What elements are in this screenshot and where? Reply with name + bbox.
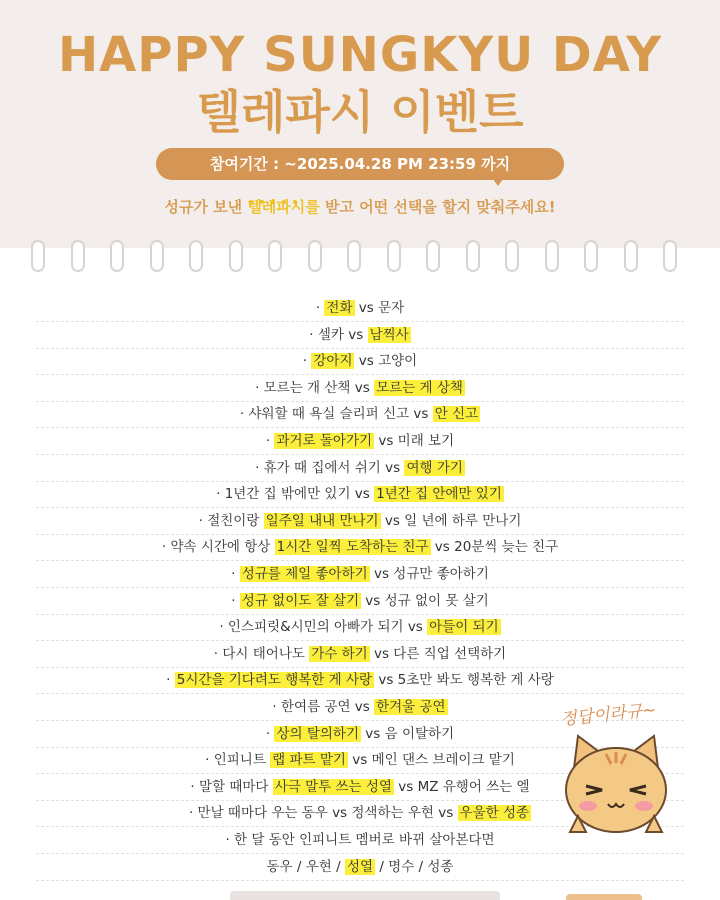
answer-highlight: 남찍사 bbox=[369, 326, 409, 343]
answer-highlight: 5시간을 기다려도 행복한 게 사랑 bbox=[176, 672, 373, 689]
question-text: · 다시 태어나도 bbox=[213, 645, 310, 662]
answer-highlight: 안 신고 bbox=[434, 406, 479, 423]
question-row bbox=[36, 429, 684, 455]
answer-highlight: 일주일 내내 만나기 bbox=[265, 512, 379, 529]
answer-highlight: 강아지 bbox=[313, 353, 353, 370]
question-text: / 명수 / 성종 bbox=[375, 858, 454, 875]
binder-ring bbox=[624, 240, 638, 272]
binder-ring bbox=[505, 240, 519, 272]
question-text: vs 일 년에 하루 만나기 bbox=[380, 512, 522, 529]
answer-highlight: 전화 bbox=[326, 300, 353, 316]
question-text: · 셀카 vs bbox=[309, 326, 368, 343]
question-text: vs 고양이 bbox=[354, 353, 418, 370]
question-row bbox=[36, 323, 684, 349]
question-text: vs 문자 bbox=[354, 300, 405, 316]
question-text: · 인스피릿&시민의 아빠가 되기 vs bbox=[219, 619, 428, 636]
question-text: 동우 / 우현 / bbox=[266, 858, 345, 875]
question-row bbox=[36, 509, 684, 535]
answer-highlight: 1년간 집 안에만 있기 bbox=[376, 486, 502, 503]
question-text: · 한여름 공연 vs bbox=[272, 699, 375, 715]
question-row bbox=[36, 349, 684, 375]
period-badge: 참여기간 : ~2025.04.28 PM 23:59 까지 bbox=[156, 148, 564, 180]
answer-highlight: 한겨울 공연 bbox=[376, 699, 446, 715]
binder-ring bbox=[387, 240, 401, 272]
question-text: · 만날 때마다 우는 동우 vs 정색하는 우현 vs bbox=[188, 805, 458, 822]
question-row bbox=[36, 855, 684, 881]
question-text: vs 20분씩 늦는 친구 bbox=[430, 539, 559, 556]
question-row bbox=[36, 376, 684, 402]
answer-highlight: 성규를 제일 좋아하기 bbox=[241, 566, 368, 582]
question-text: · bbox=[231, 566, 240, 582]
binder-ring bbox=[663, 240, 677, 272]
question-row bbox=[36, 615, 684, 641]
cat-mascot-icon bbox=[556, 728, 676, 848]
question-text: vs 메인 댄스 브레이크 맡기 bbox=[347, 752, 515, 769]
binder-ring bbox=[584, 240, 598, 272]
instruction-highlight: 텔레파시를 bbox=[247, 198, 320, 216]
question-text: · bbox=[315, 300, 325, 316]
answer-highlight: 여행 가기 bbox=[406, 459, 463, 476]
answer-highlight: 우울한 성종 bbox=[459, 805, 530, 822]
speech-bubble-tail bbox=[488, 172, 508, 186]
question-text: vs 5초만 봐도 행복한 게 사랑 bbox=[374, 672, 554, 689]
question-row bbox=[36, 296, 684, 322]
binder-ring bbox=[426, 240, 440, 272]
answer-highlight: 1시간 일찍 도착하는 친구 bbox=[276, 539, 429, 556]
binder-ring bbox=[308, 240, 322, 272]
header bbox=[0, 0, 720, 248]
question-text: · 인피니트 bbox=[205, 752, 271, 769]
question-row bbox=[36, 482, 684, 508]
question-text: vs 음 이탈하기 bbox=[361, 725, 455, 742]
binder-ring bbox=[110, 240, 124, 272]
question-row bbox=[36, 402, 684, 428]
binder-ring bbox=[150, 240, 164, 272]
question-text: · bbox=[231, 592, 240, 609]
question-text: · 말할 때마다 bbox=[190, 778, 273, 795]
answer-highlight: 성규 없이도 잘 살기 bbox=[241, 592, 359, 609]
binder-ring bbox=[71, 240, 85, 272]
question-row bbox=[36, 642, 684, 668]
question-text: · bbox=[265, 433, 275, 449]
answer-highlight: 아들이 되기 bbox=[429, 619, 499, 636]
question-text: · 모르는 개 산책 vs bbox=[255, 379, 375, 396]
page-subtitle-korean: 텔레파시 이벤트 bbox=[196, 85, 524, 139]
answer-highlight: 과거로 돌아가기 bbox=[276, 433, 373, 449]
question-text: · 샤워할 때 욕실 슬리퍼 신고 vs bbox=[239, 406, 433, 423]
answer-highlight: 모르는 게 상책 bbox=[376, 379, 463, 396]
answer-highlight: 랩 파트 맡기 bbox=[272, 752, 346, 769]
question-text: vs MZ 유행어 쓰는 엘 bbox=[393, 778, 530, 795]
instruction-after: 받고 어떤 선택을 할지 맞춰주세요! bbox=[319, 198, 556, 216]
question-row bbox=[36, 562, 684, 588]
question-row bbox=[36, 456, 684, 482]
question-row bbox=[36, 589, 684, 615]
question-text: vs 성규만 좋아하기 bbox=[369, 566, 489, 582]
answer-highlight: 상의 탈의하기 bbox=[276, 725, 360, 742]
question-text: · 한 달 동안 인피니트 멤버로 바뀌 살아본다면 bbox=[225, 832, 495, 848]
question-row bbox=[36, 668, 684, 694]
binder-ring bbox=[31, 240, 45, 272]
instruction-before: 성규가 보낸 bbox=[164, 198, 248, 216]
question-text: · bbox=[302, 353, 312, 370]
next-section-badge-peek bbox=[566, 894, 642, 900]
question-text: · 약속 시간에 항상 bbox=[161, 539, 275, 556]
instruction-text bbox=[0, 196, 720, 218]
question-text: · bbox=[166, 672, 175, 689]
next-section-peek bbox=[230, 891, 500, 900]
question-row bbox=[36, 535, 684, 561]
question-text: vs 성규 없이 못 살기 bbox=[361, 592, 489, 609]
question-text: vs 미래 보기 bbox=[374, 433, 455, 449]
binder-ring bbox=[545, 240, 559, 272]
binder-ring bbox=[189, 240, 203, 272]
answer-highlight: 사극 말투 쓰는 성열 bbox=[274, 778, 392, 795]
question-text: · 1년간 집 밖에만 있기 vs bbox=[216, 486, 375, 503]
emphasis-dots bbox=[249, 189, 313, 195]
binder-ring bbox=[466, 240, 480, 272]
page-title: HAPPY SUNGKYU DAY bbox=[57, 27, 663, 83]
question-text: · bbox=[265, 725, 275, 742]
binder-ring bbox=[229, 240, 243, 272]
question-text: · 절친이랑 bbox=[198, 512, 264, 529]
question-text: vs 다른 직업 선택하기 bbox=[369, 645, 507, 662]
question-text: · 휴가 때 집에서 쉬기 vs bbox=[255, 459, 405, 476]
answer-highlight: 성열 bbox=[346, 858, 374, 875]
answer-highlight: 가수 하기 bbox=[311, 645, 368, 662]
binder-ring bbox=[347, 240, 361, 272]
handwritten-note: 정답이라규~ bbox=[559, 700, 658, 730]
binder-ring bbox=[268, 240, 282, 272]
